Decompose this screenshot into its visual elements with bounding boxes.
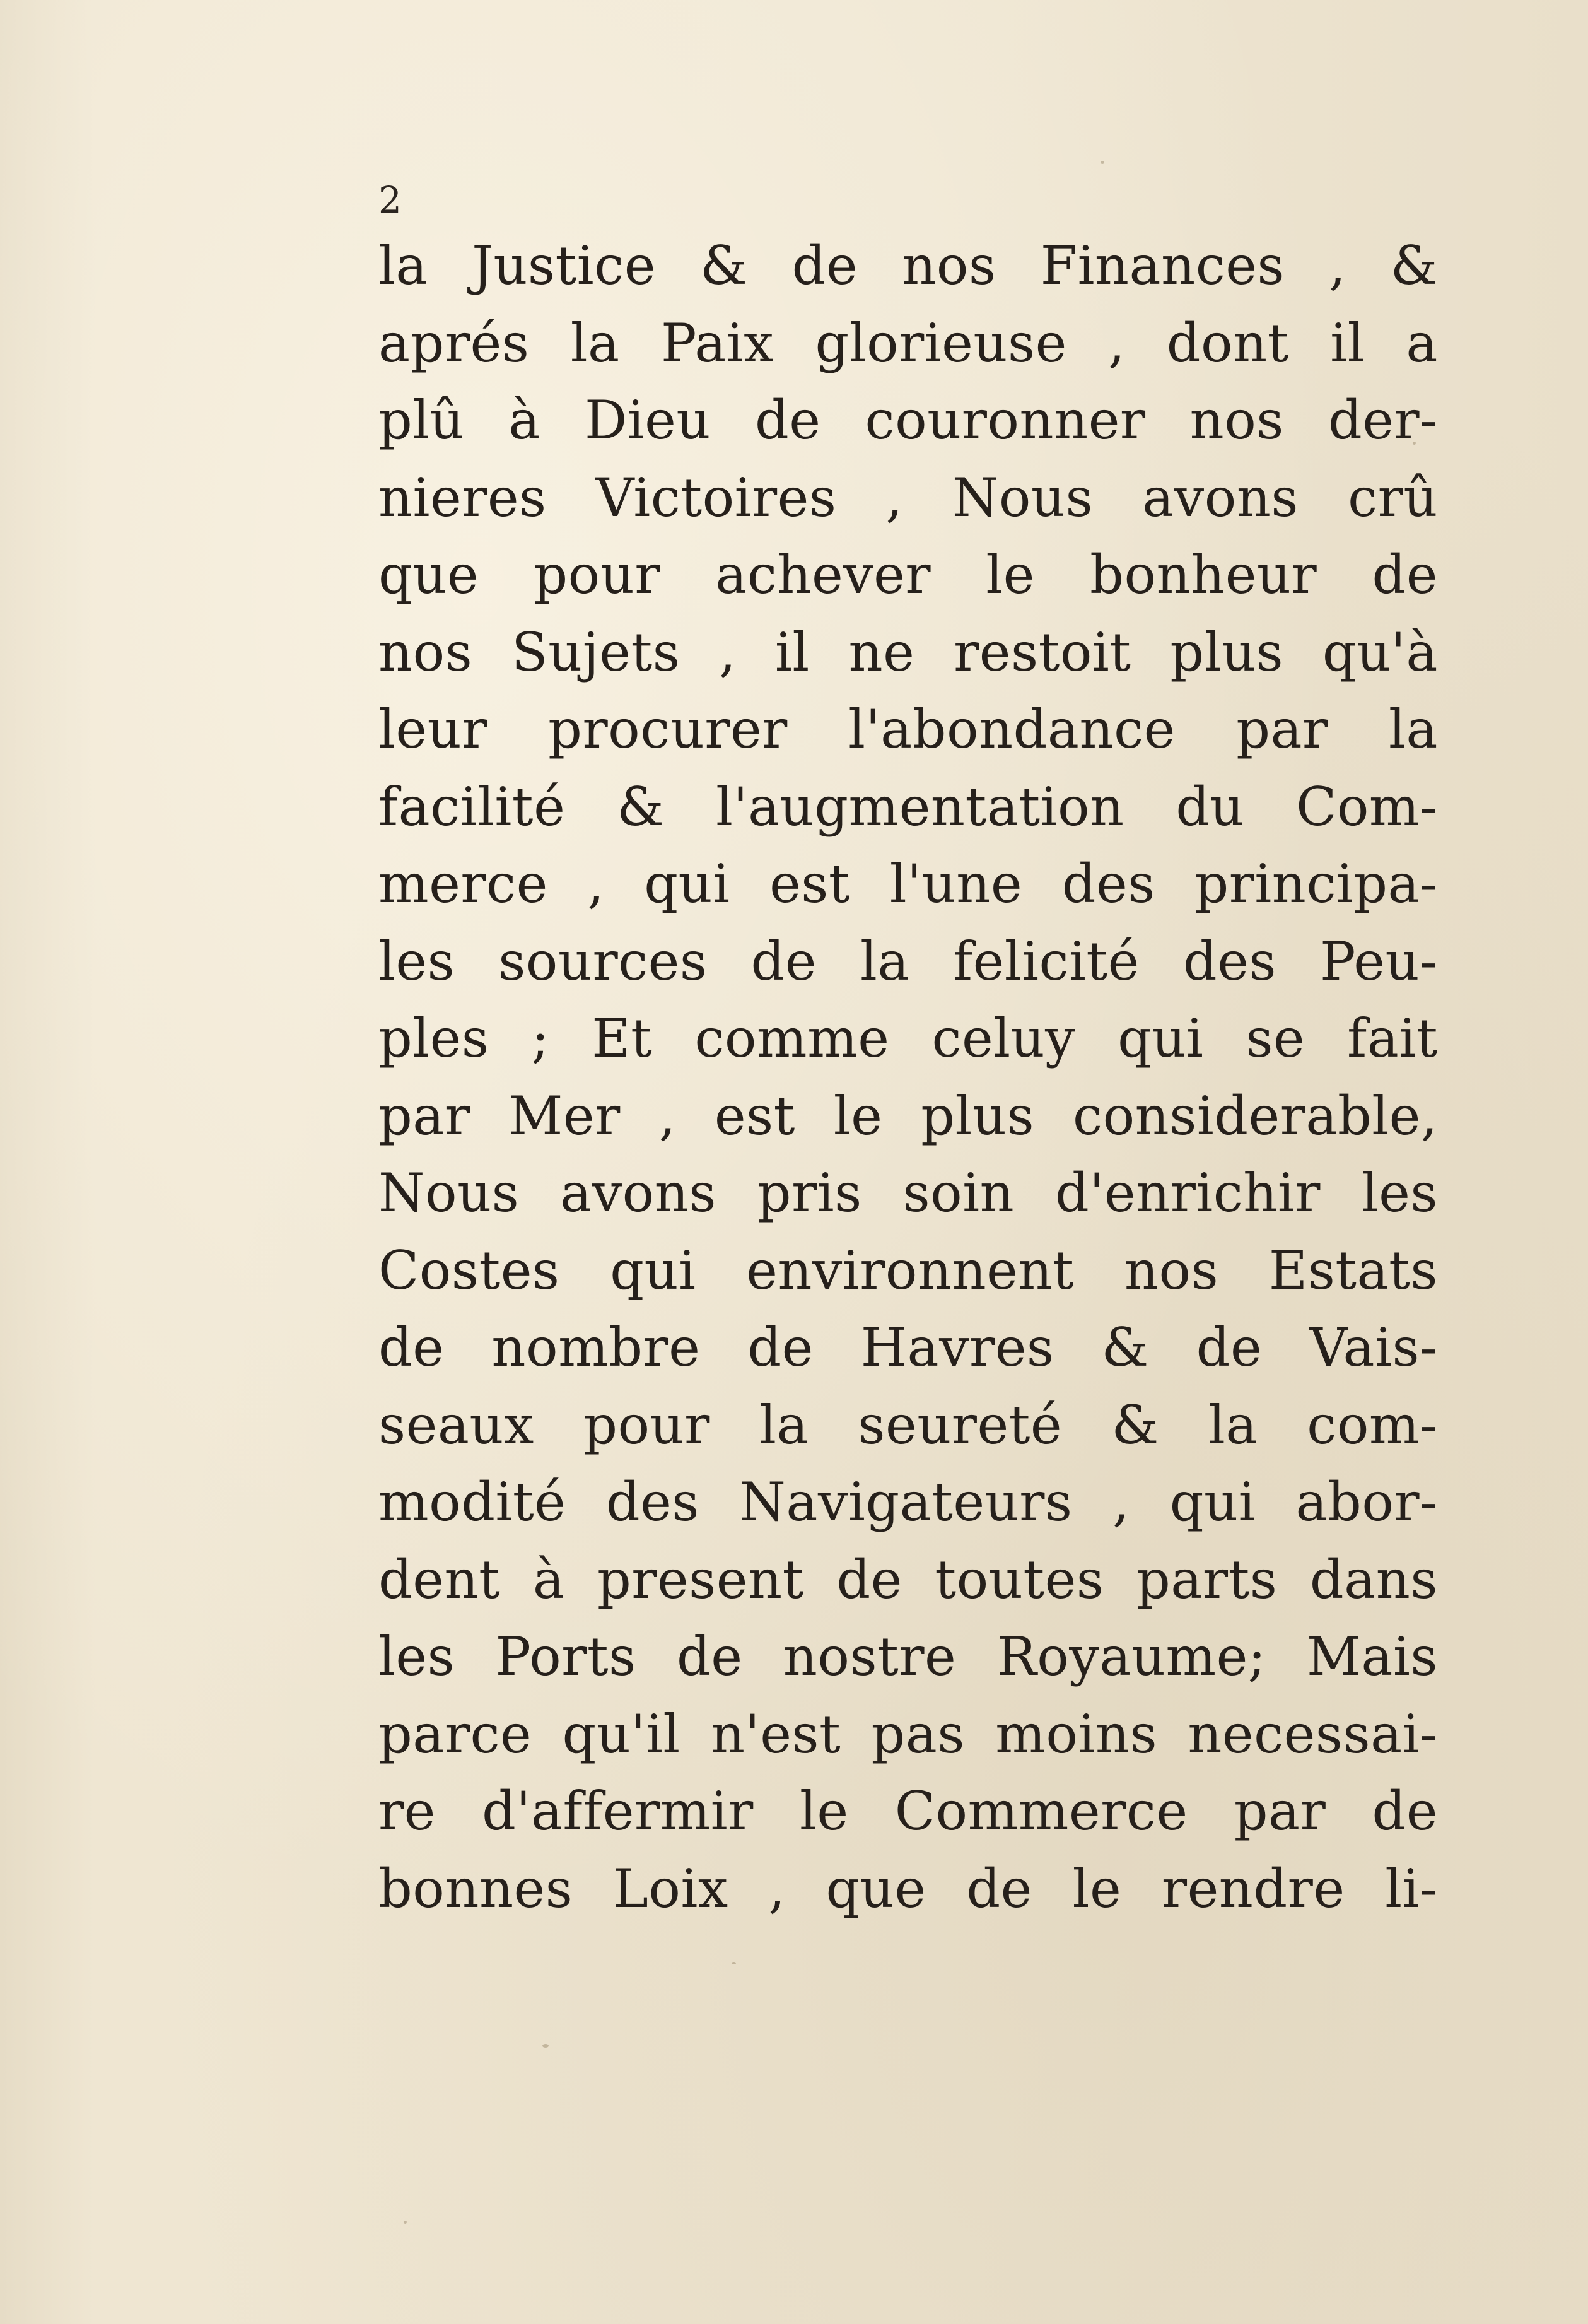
word: Loix [613, 1857, 728, 1920]
word: de [750, 930, 817, 992]
paper-speck [404, 2221, 407, 2224]
word: l'abondance [848, 698, 1176, 761]
word: dont [1166, 312, 1289, 374]
word: la [1208, 1394, 1258, 1456]
word: re [378, 1780, 436, 1843]
word: que [378, 544, 479, 606]
word: qu'à [1322, 621, 1438, 683]
text-line [378, 1850, 1438, 1928]
text-line [378, 1696, 1438, 1773]
text-line [378, 845, 1438, 923]
word: dent [378, 1548, 501, 1611]
text-line [378, 1464, 1438, 1541]
word: & [1390, 235, 1438, 297]
word: present [597, 1548, 804, 1611]
text-line [378, 1154, 1438, 1232]
word: les [378, 1626, 455, 1688]
word: d'enrichir [1055, 1162, 1321, 1224]
word: pas [871, 1703, 965, 1765]
word: le [833, 1084, 883, 1147]
word: plû [378, 389, 465, 452]
word: la [570, 312, 620, 374]
word: à [508, 389, 540, 452]
word: achever [715, 544, 931, 606]
word: nos [902, 235, 996, 297]
text-line [378, 1232, 1438, 1310]
word: de [836, 1548, 902, 1611]
word: Mer [508, 1084, 621, 1147]
word: nos [1189, 389, 1284, 452]
word: la [860, 930, 909, 992]
text-line [378, 1541, 1438, 1619]
word: aprés [378, 312, 530, 374]
word: ; [531, 1007, 550, 1070]
word: qui [644, 853, 730, 915]
word: Com- [1296, 775, 1438, 838]
word: le [1072, 1857, 1122, 1920]
word: moins [995, 1703, 1158, 1765]
word: glorieuse [815, 312, 1067, 374]
word: , [768, 1857, 786, 1920]
word: merce [378, 853, 548, 915]
text-line [378, 1000, 1438, 1077]
word: nostre [783, 1626, 957, 1688]
word: facilité [378, 775, 566, 838]
word: li- [1385, 1857, 1438, 1920]
word: de [755, 389, 821, 452]
word: avons [1142, 466, 1299, 529]
word: Sujets [511, 621, 680, 683]
word: nos [378, 621, 473, 683]
word: Costes [378, 1239, 560, 1301]
word: , [658, 1084, 676, 1147]
word: Navigateurs [739, 1471, 1073, 1534]
word: principa- [1194, 853, 1438, 915]
text-line [378, 1618, 1438, 1696]
word: nieres [378, 466, 547, 529]
word: bonnes [378, 1857, 573, 1920]
word: les [1361, 1162, 1438, 1224]
text-line [378, 305, 1438, 382]
word: se [1246, 1007, 1305, 1070]
word: le [799, 1780, 849, 1843]
word: parce [378, 1703, 532, 1765]
word: felicité [952, 930, 1140, 992]
text-line [378, 691, 1438, 768]
word: dans [1309, 1548, 1438, 1611]
word: de [1372, 1780, 1438, 1843]
word: Royaume; [996, 1626, 1266, 1688]
word: seaux [378, 1394, 534, 1456]
word: de [378, 1317, 445, 1379]
word: la [378, 235, 428, 297]
word: Peu- [1320, 930, 1438, 992]
word: Et [592, 1007, 653, 1070]
paper-speck [732, 1962, 736, 1964]
word: & [617, 775, 665, 838]
text-line [378, 1309, 1438, 1387]
word: avons [560, 1162, 716, 1224]
text-line [378, 614, 1438, 691]
word: , [1112, 1471, 1130, 1534]
word: Mais [1306, 1626, 1438, 1688]
word: pour [534, 544, 660, 606]
word: & [1101, 1317, 1149, 1379]
word: , [1108, 312, 1126, 374]
word: par [378, 1084, 470, 1147]
text-line [378, 1773, 1438, 1850]
word: procurer [548, 698, 788, 761]
word: il [1330, 312, 1365, 374]
word: ne [848, 621, 915, 683]
word: est [714, 1084, 795, 1147]
word: des [605, 1471, 699, 1534]
word: necessai- [1188, 1703, 1438, 1765]
word: parts [1136, 1548, 1278, 1611]
word: restoit [954, 621, 1131, 683]
word: crû [1348, 466, 1438, 529]
word: ples [378, 1007, 489, 1070]
word: considerable, [1073, 1084, 1438, 1147]
page-number: 2 [378, 179, 402, 221]
word: sources [498, 930, 708, 992]
word: & [1111, 1394, 1159, 1456]
word: à [532, 1548, 565, 1611]
word: nombre [491, 1317, 701, 1379]
word: par [1236, 698, 1328, 761]
word: qui [1169, 1471, 1256, 1534]
word: environnent [746, 1239, 1075, 1301]
word: des [1182, 930, 1277, 992]
text-line [378, 536, 1438, 614]
text-line [378, 923, 1438, 1001]
word: pris [757, 1162, 862, 1224]
word: , [719, 621, 737, 683]
word: n'est [711, 1703, 841, 1765]
word: Paix [661, 312, 774, 374]
word: l'augmentation [716, 775, 1124, 838]
body-text [378, 227, 1438, 1927]
word: les [378, 930, 455, 992]
text-line [378, 768, 1438, 846]
text-line [378, 459, 1438, 537]
word: rendre [1161, 1857, 1345, 1920]
word: fait [1347, 1007, 1438, 1070]
word: a [1406, 312, 1438, 374]
word: des [1061, 853, 1155, 915]
word: Commerce [894, 1780, 1188, 1843]
word: Havres [860, 1317, 1054, 1379]
word: qu'il [562, 1703, 680, 1765]
word: Ports [495, 1626, 636, 1688]
word: com- [1307, 1394, 1438, 1456]
word: l'une [889, 853, 1023, 915]
word: Nous [378, 1162, 520, 1224]
word: d'affermir [482, 1780, 754, 1843]
word: Finances [1040, 235, 1285, 297]
word: nos [1124, 1239, 1219, 1301]
word: il [775, 621, 810, 683]
text-line [378, 1077, 1438, 1155]
word: le [986, 544, 1035, 606]
word: de [966, 1857, 1032, 1920]
word: Justice [472, 235, 656, 297]
word: pour [583, 1394, 710, 1456]
word: Vais- [1309, 1317, 1438, 1379]
text-line [378, 382, 1438, 459]
word: , [1329, 235, 1346, 297]
word: de [791, 235, 858, 297]
word: modité [378, 1471, 566, 1534]
word: , [587, 853, 605, 915]
word: leur [378, 698, 487, 761]
word: der- [1328, 389, 1438, 452]
word: de [677, 1626, 743, 1688]
word: Nous [952, 466, 1094, 529]
word: comme [694, 1007, 890, 1070]
word: , [885, 466, 903, 529]
word: plus [1170, 621, 1284, 683]
word: & [700, 235, 748, 297]
word: Estats [1268, 1239, 1438, 1301]
word: du [1176, 775, 1245, 838]
paper-speck [1101, 161, 1104, 164]
word: que [826, 1857, 926, 1920]
word: la [759, 1394, 809, 1456]
word: la [1389, 698, 1438, 761]
word: est [769, 853, 851, 915]
word: qui [610, 1239, 696, 1301]
word: Victoires [595, 466, 837, 529]
word: par [1234, 1780, 1326, 1843]
word: toutes [935, 1548, 1104, 1611]
word: bonheur [1090, 544, 1317, 606]
word: de [1196, 1317, 1263, 1379]
word: Dieu [584, 389, 711, 452]
word: abor- [1295, 1471, 1438, 1534]
word: soin [902, 1162, 1015, 1224]
text-line [378, 227, 1438, 305]
word: de [1372, 544, 1438, 606]
paper-speck [542, 2044, 549, 2048]
text-line [378, 1387, 1438, 1464]
word: de [747, 1317, 814, 1379]
word: couronner [865, 389, 1146, 452]
word: seureté [858, 1394, 1063, 1456]
word: qui [1118, 1007, 1204, 1070]
word: plus [921, 1084, 1035, 1147]
word: celuy [931, 1007, 1076, 1070]
